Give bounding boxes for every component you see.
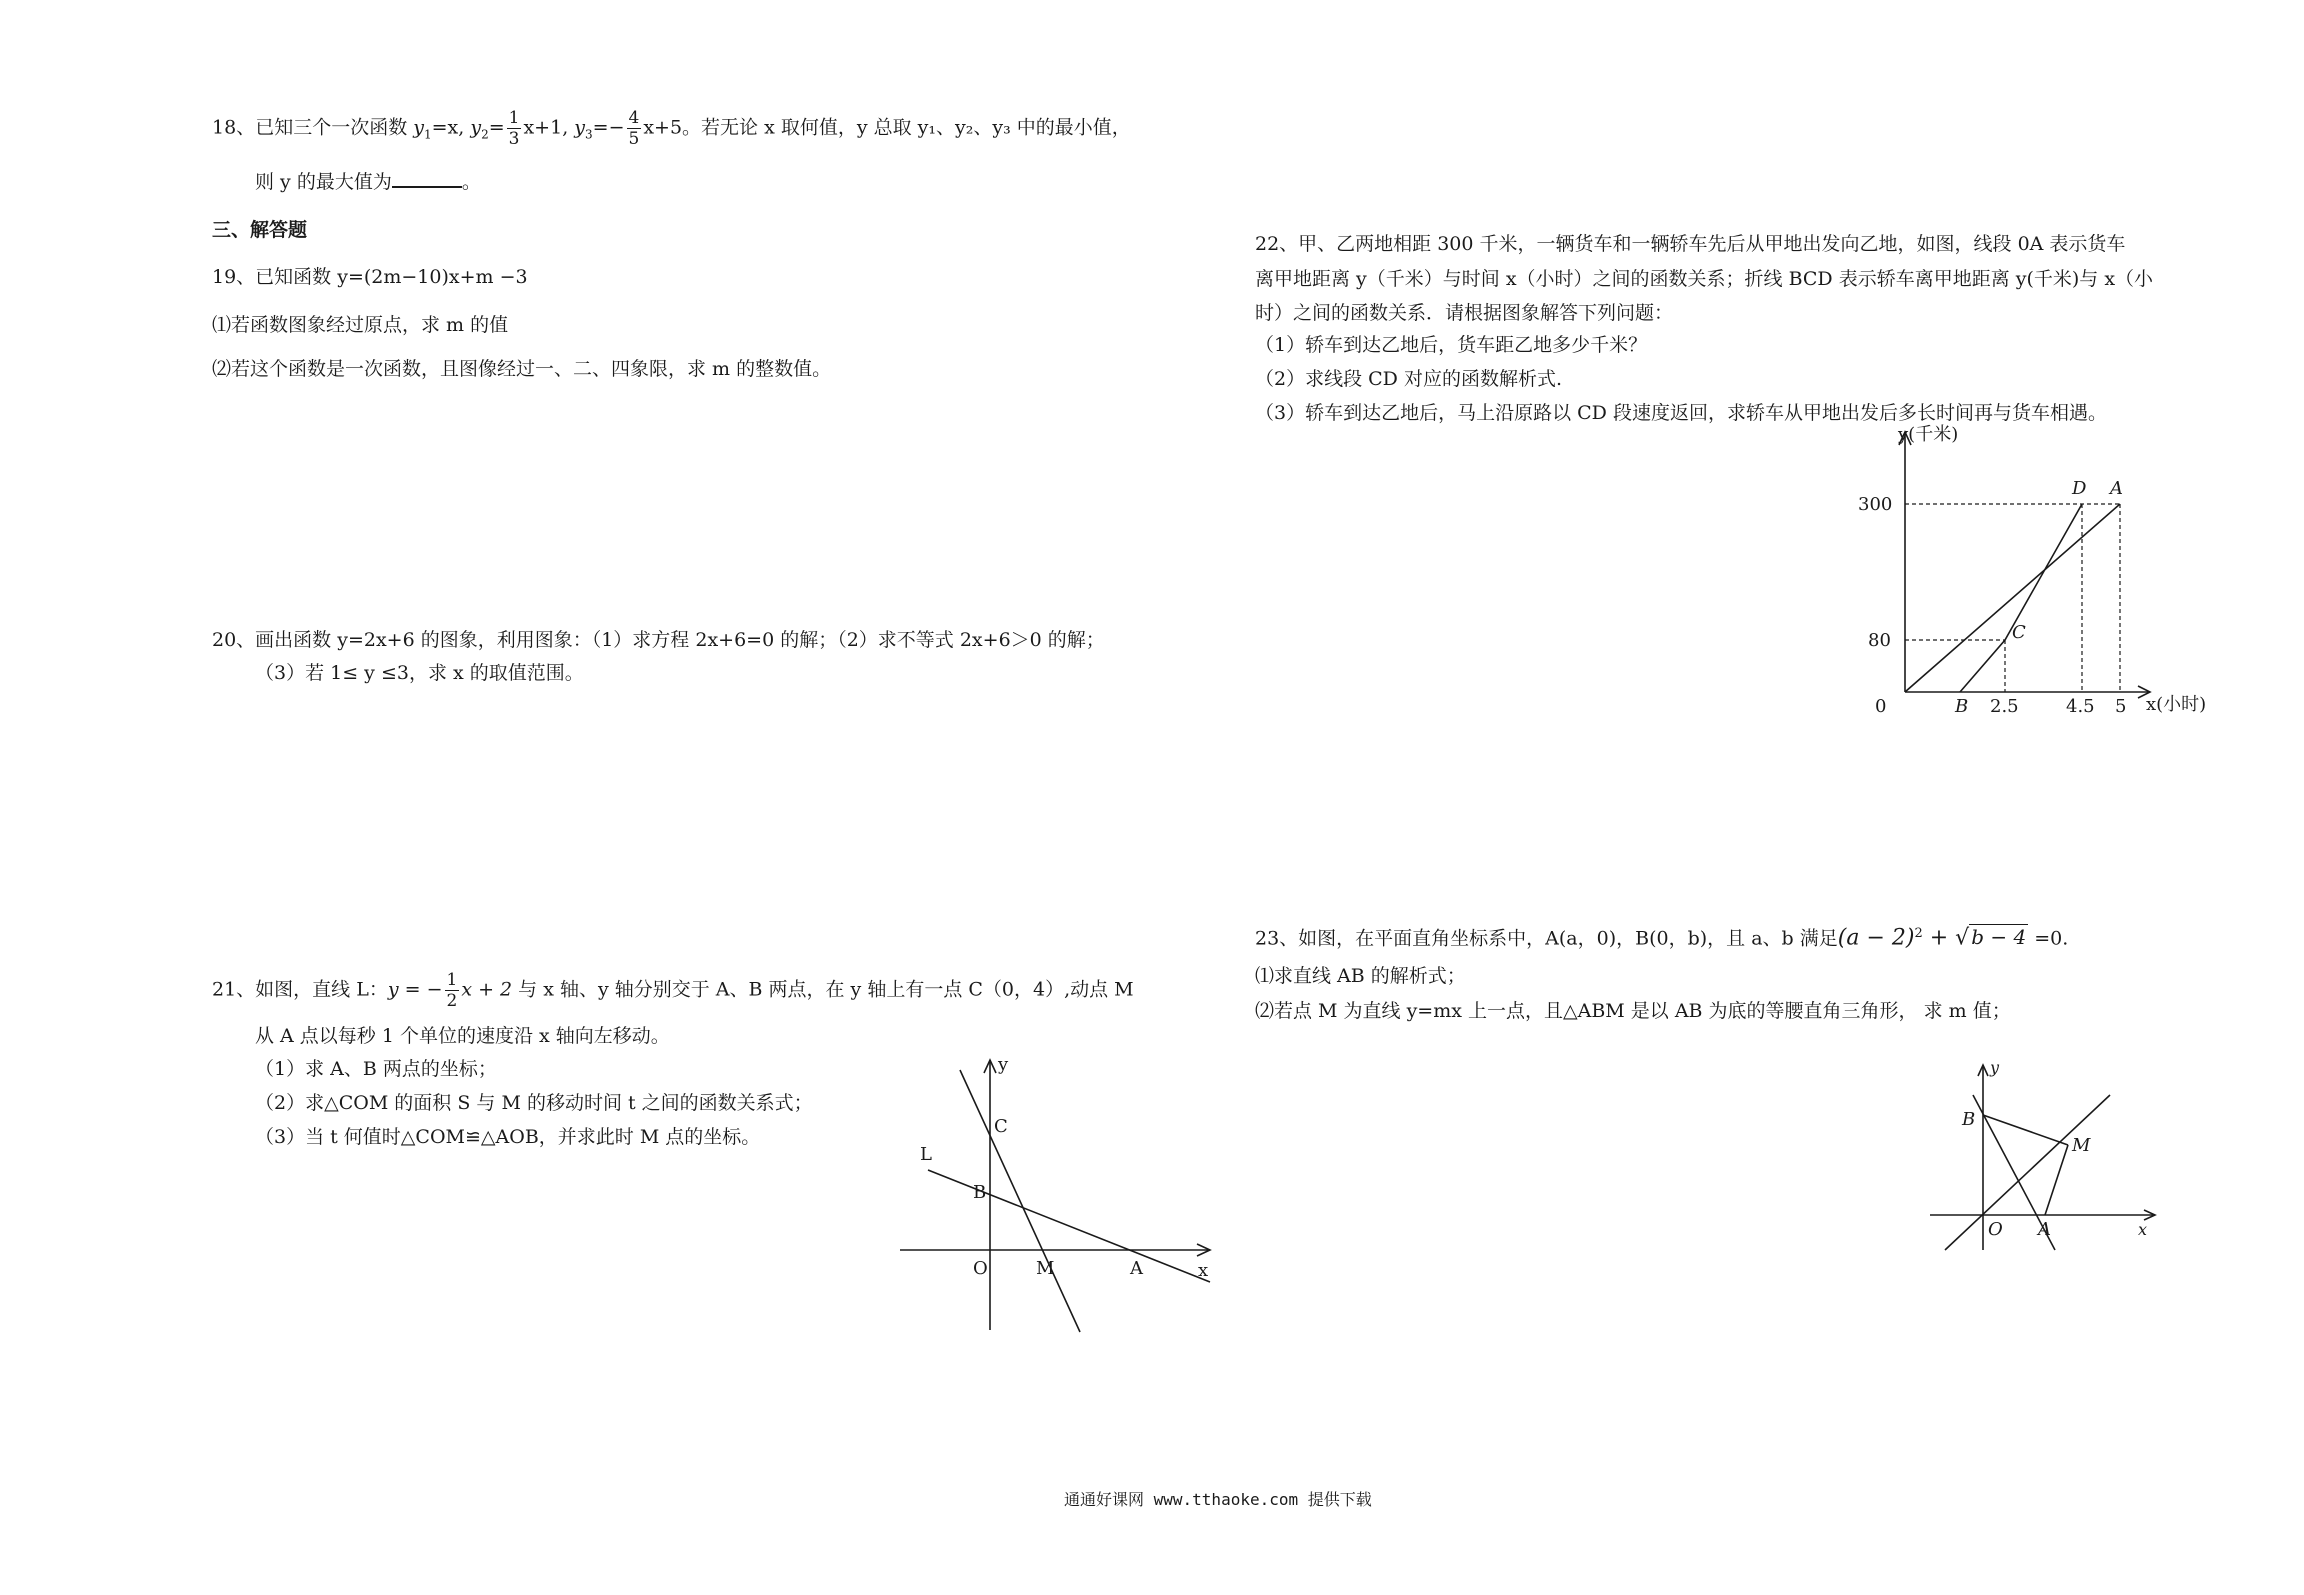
q23-label-x: x	[2138, 1220, 2148, 1239]
q23-expr: (a − 2)	[1837, 925, 1915, 951]
q23-intro-end: =0.	[2028, 927, 2069, 950]
q18-eq1: =x,	[431, 116, 471, 139]
q18-x2: x+1,	[523, 116, 575, 139]
q23-part1: ⑴求直线 AB 的解析式；	[1255, 965, 1466, 987]
q21-part1: （1）求 A、B 两点的坐标；	[255, 1058, 497, 1080]
q23-label-y: y	[1990, 1058, 2000, 1077]
q22-line3: 时）之间的函数关系．请根据图象解答下列问题：	[1255, 302, 1674, 324]
q21-label-M: M	[1036, 1258, 1055, 1279]
q21-intro-end: 与 x 轴、y 轴分别交于 A、B 两点，在 y 轴上有一点 C（0，4）,动点 M	[512, 978, 1134, 1001]
q23-figure	[1920, 1055, 2160, 1255]
q18-y3: y	[574, 116, 586, 139]
q21-eq-b: x + 2	[461, 978, 513, 1001]
q23-line-MA	[2045, 1145, 2068, 1215]
q18-line2	[255, 168, 481, 195]
q23-exponent: 2	[1914, 926, 1923, 941]
q21-eq-a: y = −	[387, 978, 443, 1001]
q23-label-M: M	[2072, 1135, 2091, 1156]
q18-eq2: =	[488, 116, 505, 139]
q22-tick-4-5: 4.5	[2066, 696, 2095, 717]
q23-line1: 23、如图，在平面直角坐标系中，A(a，0)，B(0，b)，且 a、b 满足$(a - 2)^2$ + √ b − 4 =0.	[1255, 925, 2069, 951]
q22-line1: 22、甲、乙两地相距 300 千米，一辆货车和一辆轿车先后从甲地出发向乙地，如图，线段 0A 表示货车	[1255, 233, 2126, 255]
answer-blank[interactable]	[392, 168, 462, 188]
q18-line2-text: 则 y 的最大值为	[255, 171, 392, 193]
q22-label-B: B	[1955, 696, 1969, 717]
q18-line1	[212, 108, 1131, 149]
q18-number: 18、	[212, 116, 256, 139]
q22-polyline-BCD	[1960, 504, 2082, 692]
q23-intro: 23、如图，在平面直角坐标系中，A(a，0)，B(0，b)，且 a、b 满足	[1255, 927, 1838, 950]
q22-line2: 离甲地距离 y（千米）与时间 x（小时）之间的函数关系；折线 BCD 表示轿车离甲地距离 y(千米)与 x（小	[1255, 268, 2154, 290]
q23-label-B: B	[1962, 1109, 1976, 1130]
q21-label-x: x	[1198, 1260, 1209, 1281]
q21-line2: 从 A 点以每秒 1 个单位的速度沿 x 轴向左移动。	[255, 1025, 670, 1047]
q23-part2: ⑵若点 M 为直线 y=mx 上一点，且△ABM 是以 AB 为底的等腰直角三角形， 求 m 值；	[1255, 1000, 2011, 1022]
q22-label-D: D	[2072, 478, 2087, 499]
q20-line2: （3）若 1≤ y ≤3，求 x 的取值范围。	[255, 662, 584, 684]
q21-label-C: C	[994, 1116, 1008, 1137]
q22-segment-OA	[1905, 504, 2120, 692]
q22-tick-2-5: 2.5	[1990, 696, 2019, 717]
q21-label-O: O	[973, 1258, 988, 1279]
q22-xlabel: x(小时)	[2146, 694, 2207, 715]
q21-line1	[212, 970, 1134, 1011]
q18-y3-sub: 3	[585, 127, 593, 142]
q22-tick-5: 5	[2115, 696, 2127, 717]
q23-line-BM	[1983, 1115, 2068, 1145]
q23-label-A: A	[2038, 1219, 2051, 1240]
q18-fraction-2: $\frac{4}{5}$	[628, 108, 640, 149]
q18-text-a: 已知三个一次函数	[255, 116, 408, 139]
q21-fraction: $\frac{1}{2}$	[446, 970, 458, 1011]
q21-figure	[890, 1050, 1210, 1350]
q22-origin: 0	[1875, 696, 1887, 717]
q18-y1: y	[413, 116, 424, 139]
q22-ylabel: y(千米)	[1898, 424, 1959, 445]
q22-graph	[1840, 420, 2220, 720]
q21-label-L: L	[920, 1144, 932, 1165]
q22-label-A: A	[2110, 478, 2123, 499]
q18-y1-sub: 1	[423, 127, 432, 142]
q21-label-y: y	[998, 1054, 1009, 1075]
q18-y2: y	[470, 116, 482, 139]
q21-part3: （3）当 t 何值时△COM≌△AOB，并求此时 M 点的坐标。	[255, 1126, 761, 1148]
q22-part2: （2）求线段 CD 对应的函数解析式.	[1255, 368, 1562, 390]
q18-line2-end: 。	[461, 171, 481, 193]
q23-radicand: b − 4	[1971, 925, 2027, 950]
q18-fraction-1: $\frac{1}{3}$	[508, 108, 520, 149]
q21-intro: 21、如图，直线 L：	[212, 978, 388, 1001]
q18-y2-sub: 2	[481, 127, 489, 142]
q21-part2: （2）求△COM 的面积 S 与 M 的移动时间 t 之间的函数关系式；	[255, 1092, 813, 1114]
q19-part1: ⑴若函数图象经过原点，求 m 的值	[212, 314, 509, 336]
q21-label-B: B	[973, 1182, 987, 1203]
q19-part2: ⑵若这个函数是一次函数，且图像经过一、二、四象限，求 m 的整数值。	[212, 358, 832, 380]
page-footer: 通通好课网 www.tthaoke.com 提供下载	[1064, 1490, 1372, 1509]
q22-part1: （1）轿车到达乙地后，货车距乙地多少千米？	[1255, 334, 1648, 356]
q21-label-A: A	[1130, 1258, 1143, 1279]
q22-tick-300: 300	[1858, 494, 1893, 515]
q18-x3: x+5。若无论 x 取何值，y 总取 y₁、y₂、y₃ 中的最小值，	[643, 116, 1131, 139]
q22-part3: （3）轿车到达乙地后，马上沿原路以 CD 段速度返回，求轿车从甲地出发后多长时间再与货车相遇。	[1255, 402, 2107, 424]
q23-label-O: O	[1988, 1219, 2003, 1240]
section-heading: 三、解答题	[212, 219, 308, 241]
q20-line1: 20、画出函数 y=2x+6 的图象，利用图象：（1）求方程 2x+6=0 的解；（2）求不等式 2x+6＞0 的解；	[212, 629, 1105, 651]
q22-tick-80: 80	[1868, 630, 1891, 651]
q22-label-C: C	[2012, 622, 2026, 643]
q19-title: 19、已知函数 y=(2m−10)x+m −3	[212, 266, 528, 288]
q23-plus: +	[1922, 925, 1956, 951]
q21-line-L	[928, 1170, 1210, 1282]
q18-eq3: =−	[592, 116, 625, 139]
